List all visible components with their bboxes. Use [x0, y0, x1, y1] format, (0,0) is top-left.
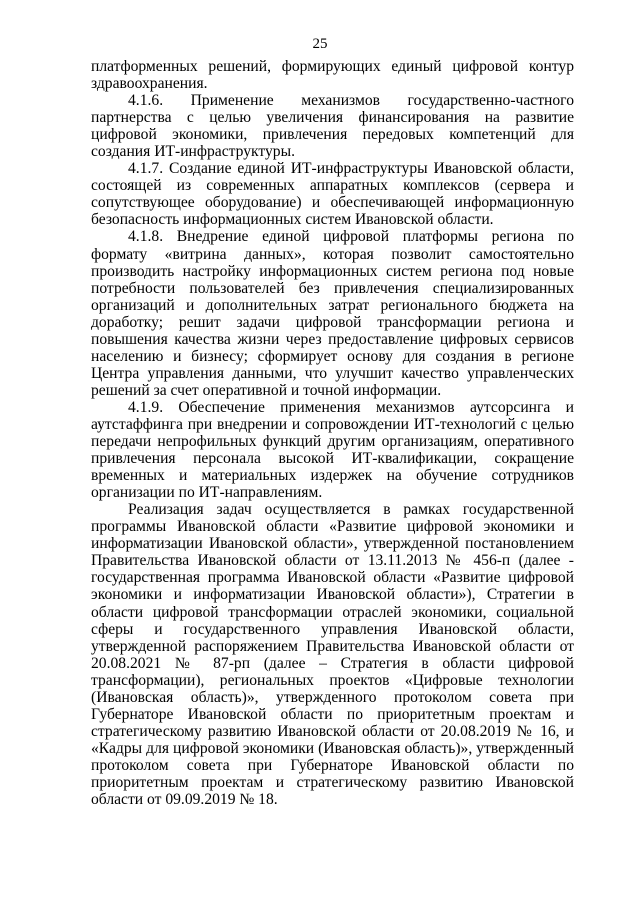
document-body [91, 58, 574, 808]
paragraph-item-4-1-9: 4.1.9. Обеспечение применения механизмов аутсорсинга и аутстаффинга при внедрении и сопровождении ИТ-технологий с целью передачи непрофильных функций другим организациям, оперативного привлечения персонала высокой ИТ-квалификации, сокращение временных и материальных издержек на обучение сотрудников организации по ИТ-направлениям. [91, 398, 574, 502]
paragraph-item-4-1-7: 4.1.7. Создание единой ИТ-инфраструктуры Ивановской области, состоящей из современных аппаратных комплексов (сервера и сопутствующее оборудование) и обеспечивающей информационную безопасность информационных систем Ивановской области. [91, 160, 574, 229]
page-number: 25 [312, 36, 328, 52]
paragraph-item-4-1-6: 4.1.6. Применение механизмов государственно-частного партнерства с целью увеличения финансирования на развитие цифровой экономики, привлечения передовых компетенций для создания ИТ-инфраструктуры. [91, 92, 574, 161]
paragraph-continuation: платформенных решений, формирующих единый цифровой контур здравоохранения. [91, 58, 574, 93]
paragraph-item-4-1-8: 4.1.8. Внедрение единой цифровой платформы региона по формату «витрина данных», которая позволит самостоятельно производить настройку информационных систем региона под новые потребности пользователей без привлечения специализированных организаций и дополнительных затрат регионального бюджета на доработку; решит задачи цифровой трансформации региона и повышения качества жизни через предоставление цифровых сервисов населению и бизнесу; сформирует основу для создания в регионе Центра управления данными, что улучшит качество управленческих решений за счет оперативной и точной информации. [91, 228, 574, 399]
paragraph-implementation: Реализация задач осуществляется в рамках государственной программы Ивановской области «Развитие цифровой экономики и информатизации Ивановской области», утвержденной постановлением Правительства Ивановской области от 13.11.2013 № 456-п (далее - государственная программа Ивановской области «Развитие цифровой экономики и информатизации Ивановской области»), Стратегии в области цифровой трансформации отраслей экономики, социальной сферы и государственного управления Ивановской области, утвержденной распоряжением Правительства Ивановской области от 20.08.2021 № 87-рп (далее – Стратегия в области цифровой трансформации), региональных проектов «Цифровые технологии (Ивановская область)», утвержденного протоколом совета при Губернаторе Ивановской области по приоритетным проектам и стратегическому развитию Ивановской области от 20.08.2019 № 16, и «Кадры для цифровой экономики (Ивановская область)», утвержденный протоколом совета при Губернаторе Ивановской области по приоритетным проектам и стратегическому развитию Ивановской области от 09.09.2019 № 18. [91, 501, 574, 809]
